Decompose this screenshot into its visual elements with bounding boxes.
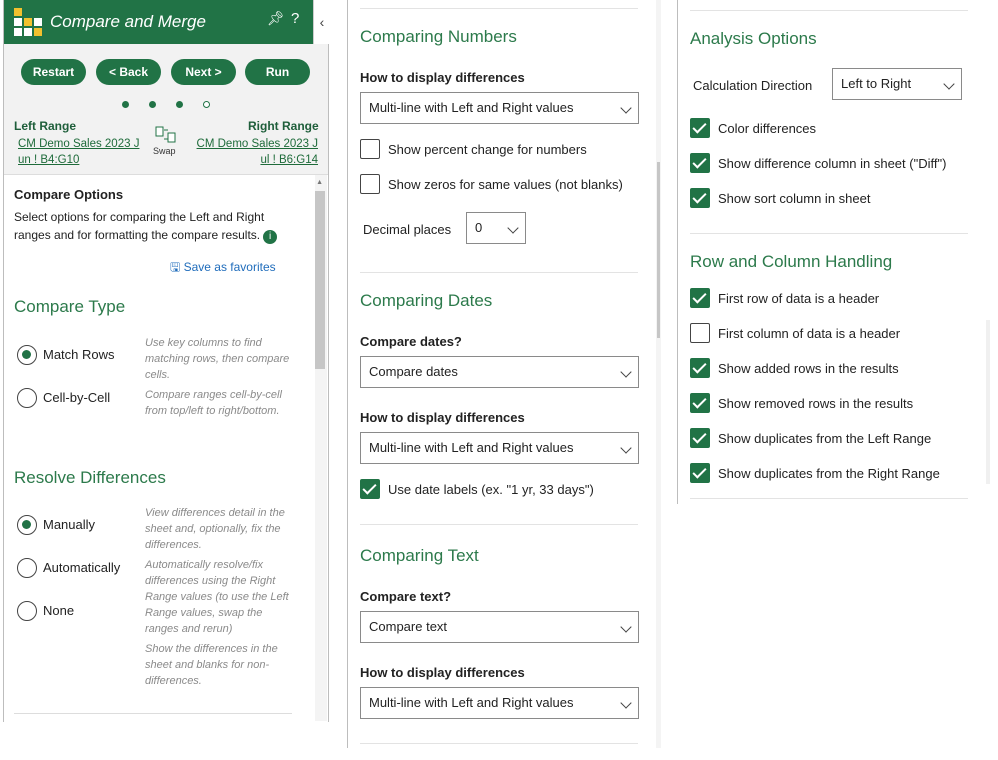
divider (360, 8, 638, 9)
show-right-duplicates-label[interactable]: Show duplicates from the Right Range (718, 466, 940, 481)
pane-header (4, 0, 328, 44)
comparing-text-title: Comparing Text (360, 546, 479, 565)
chevron-down-icon (507, 222, 518, 233)
none-label[interactable]: None (43, 603, 75, 618)
automatically-radio[interactable] (17, 558, 37, 578)
first-row-header-checkbox[interactable] (690, 288, 710, 308)
swap-icon[interactable] (155, 126, 177, 142)
help-icon[interactable]: ? (291, 10, 300, 27)
comparing-panel (347, 0, 660, 748)
scrollbar[interactable] (656, 0, 661, 748)
chevron-down-icon (620, 366, 631, 377)
manually-description: View differences detail in the sheet and, optionally, fix the differences. (145, 507, 285, 551)
save-favorites-link[interactable]: 🖫︎ Save as favorites (170, 260, 276, 274)
calculation-direction-value: Left to Right (841, 76, 912, 91)
match-rows-radio[interactable] (17, 345, 37, 365)
numbers-display-value: Multi-line with Left and Right values (369, 100, 574, 115)
calculation-direction-label: Calculation Direction (693, 78, 813, 93)
show-percent-label[interactable]: Show percent change for numbers (388, 142, 587, 157)
swap-label[interactable]: Swap (153, 146, 176, 156)
diff-column-label[interactable]: Show difference column in sheet ("Diff") (718, 156, 947, 171)
sort-column-checkbox[interactable] (690, 188, 710, 208)
compare-options-title: Compare Options (14, 187, 124, 202)
comparing-numbers-title: Comparing Numbers (360, 27, 517, 46)
run-button[interactable]: Run (245, 59, 310, 85)
cell-by-cell-radio[interactable] (17, 388, 37, 408)
resolve-differences-heading: Resolve Differences (14, 468, 166, 487)
save-icon: 🖫︎ (170, 260, 181, 274)
scrollbar-thumb[interactable] (657, 162, 660, 338)
numbers-display-dropdown[interactable] (360, 92, 639, 124)
left-range-label: Left Range (14, 119, 77, 133)
none-description: Show the differences in the sheet and blanks for non-differences. (145, 643, 278, 687)
chevron-down-icon (620, 102, 631, 113)
first-column-header-label[interactable]: First column of data is a header (718, 326, 901, 341)
chevron-down-icon (943, 78, 954, 89)
decimal-places-dropdown[interactable] (466, 212, 526, 244)
compare-dates-dropdown[interactable] (360, 356, 639, 388)
show-removed-rows-label[interactable]: Show removed rows in the results (718, 396, 914, 411)
show-added-rows-checkbox[interactable] (690, 358, 710, 378)
first-column-header-checkbox[interactable] (690, 323, 710, 343)
comparing-dates-title: Comparing Dates (360, 291, 493, 310)
chevron-down-icon (620, 621, 631, 632)
divider (690, 498, 968, 499)
options-scroll-area[interactable] (4, 175, 328, 721)
row-column-handling-title: Row and Column Handling (690, 252, 893, 271)
show-zeros-label[interactable]: Show zeros for same values (not blanks) (388, 177, 623, 192)
show-added-rows-label[interactable]: Show added rows in the results (718, 361, 899, 376)
compare-type-heading: Compare Type (14, 297, 126, 316)
numbers-display-label: How to display differences (360, 70, 525, 85)
divider (690, 10, 968, 11)
none-radio[interactable] (17, 601, 37, 621)
match-rows-label[interactable]: Match Rows (43, 347, 115, 362)
step-dot (149, 101, 156, 108)
divider (360, 743, 638, 744)
navigation-area (4, 44, 328, 175)
decimal-places-value: 0 (475, 220, 483, 235)
step-dot (122, 101, 129, 108)
pane-title: Compare and Merge (50, 12, 206, 31)
dates-display-label: How to display differences (360, 410, 525, 425)
info-icon[interactable]: i (263, 230, 277, 244)
show-removed-rows-checkbox[interactable] (690, 393, 710, 413)
decimal-places-label: Decimal places (363, 222, 452, 237)
right-range-label: Right Range (248, 119, 319, 133)
compare-dates-value: Compare dates (369, 364, 458, 379)
analysis-options-title: Analysis Options (690, 29, 817, 48)
step-dot-current (203, 101, 210, 108)
text-display-value: Multi-line with Left and Right values (369, 695, 574, 710)
compare-text-label: Compare text? (360, 589, 452, 604)
first-row-header-label[interactable]: First row of data is a header (718, 291, 880, 306)
step-dot (176, 101, 183, 108)
show-left-duplicates-label[interactable]: Show duplicates from the Left Range (718, 431, 932, 446)
show-right-duplicates-checkbox[interactable] (690, 463, 710, 483)
chevron-down-icon (620, 697, 631, 708)
cell-by-cell-label[interactable]: Cell-by-Cell (43, 390, 111, 405)
cell-by-cell-description: Compare ranges cell-by-cell from top/left to right/bottom. (145, 389, 282, 417)
scroll-up-icon[interactable]: ▲ (316, 179, 323, 186)
divider (14, 713, 292, 714)
task-pane (3, 0, 329, 722)
scrollbar[interactable] (986, 320, 990, 484)
show-zeros-checkbox[interactable] (360, 174, 380, 194)
automatically-label[interactable]: Automatically (43, 560, 121, 575)
compare-options-description: Select options for comparing the Left and Right ranges and for formatting the compare results. i (14, 208, 289, 244)
compare-text-dropdown[interactable] (360, 611, 639, 643)
use-date-labels-label[interactable]: Use date labels (ex. "1 yr, 33 days") (388, 482, 594, 497)
manually-radio[interactable] (17, 515, 37, 535)
manually-label[interactable]: Manually (43, 517, 96, 532)
divider (690, 233, 968, 234)
next-button[interactable]: Next > (171, 59, 236, 85)
scrollbar-thumb[interactable] (315, 191, 325, 369)
right-range-link[interactable]: CM Demo Sales 2023 J ul ! B6:G14 (196, 138, 318, 166)
dates-display-dropdown[interactable] (360, 432, 639, 464)
back-button[interactable]: < Back (96, 59, 161, 85)
collapse-pane-button[interactable]: ‹ (313, 0, 330, 44)
show-percent-checkbox[interactable] (360, 139, 380, 159)
left-range-link[interactable]: CM Demo Sales 2023 J un ! B4:G10 (18, 138, 140, 166)
color-differences-checkbox[interactable] (690, 118, 710, 138)
calculation-direction-dropdown[interactable] (832, 68, 962, 100)
use-date-labels-checkbox[interactable] (360, 479, 380, 499)
chevron-down-icon (620, 442, 631, 453)
analysis-panel (677, 0, 997, 504)
diff-column-checkbox[interactable] (690, 153, 710, 173)
app-logo-icon (12, 7, 42, 37)
divider (360, 524, 638, 525)
text-display-label: How to display differences (360, 665, 525, 680)
dates-display-value: Multi-line with Left and Right values (369, 440, 574, 455)
restart-button[interactable]: Restart (21, 59, 86, 85)
divider (360, 272, 638, 273)
show-left-duplicates-checkbox[interactable] (690, 428, 710, 448)
pin-icon[interactable]: 📌︎ (267, 10, 285, 26)
compare-dates-label: Compare dates? (360, 334, 462, 349)
match-rows-description: Use key columns to find matching rows, then compare cells. (145, 337, 290, 381)
text-display-dropdown[interactable] (360, 687, 639, 719)
sort-column-label[interactable]: Show sort column in sheet (718, 191, 871, 206)
automatically-description: Automatically resolve/fix differences using the Right Range values (to use the Left Range values, swap the ranges and rerun) (145, 559, 289, 635)
color-differences-label[interactable]: Color differences (718, 121, 817, 136)
compare-text-value: Compare text (369, 619, 448, 634)
